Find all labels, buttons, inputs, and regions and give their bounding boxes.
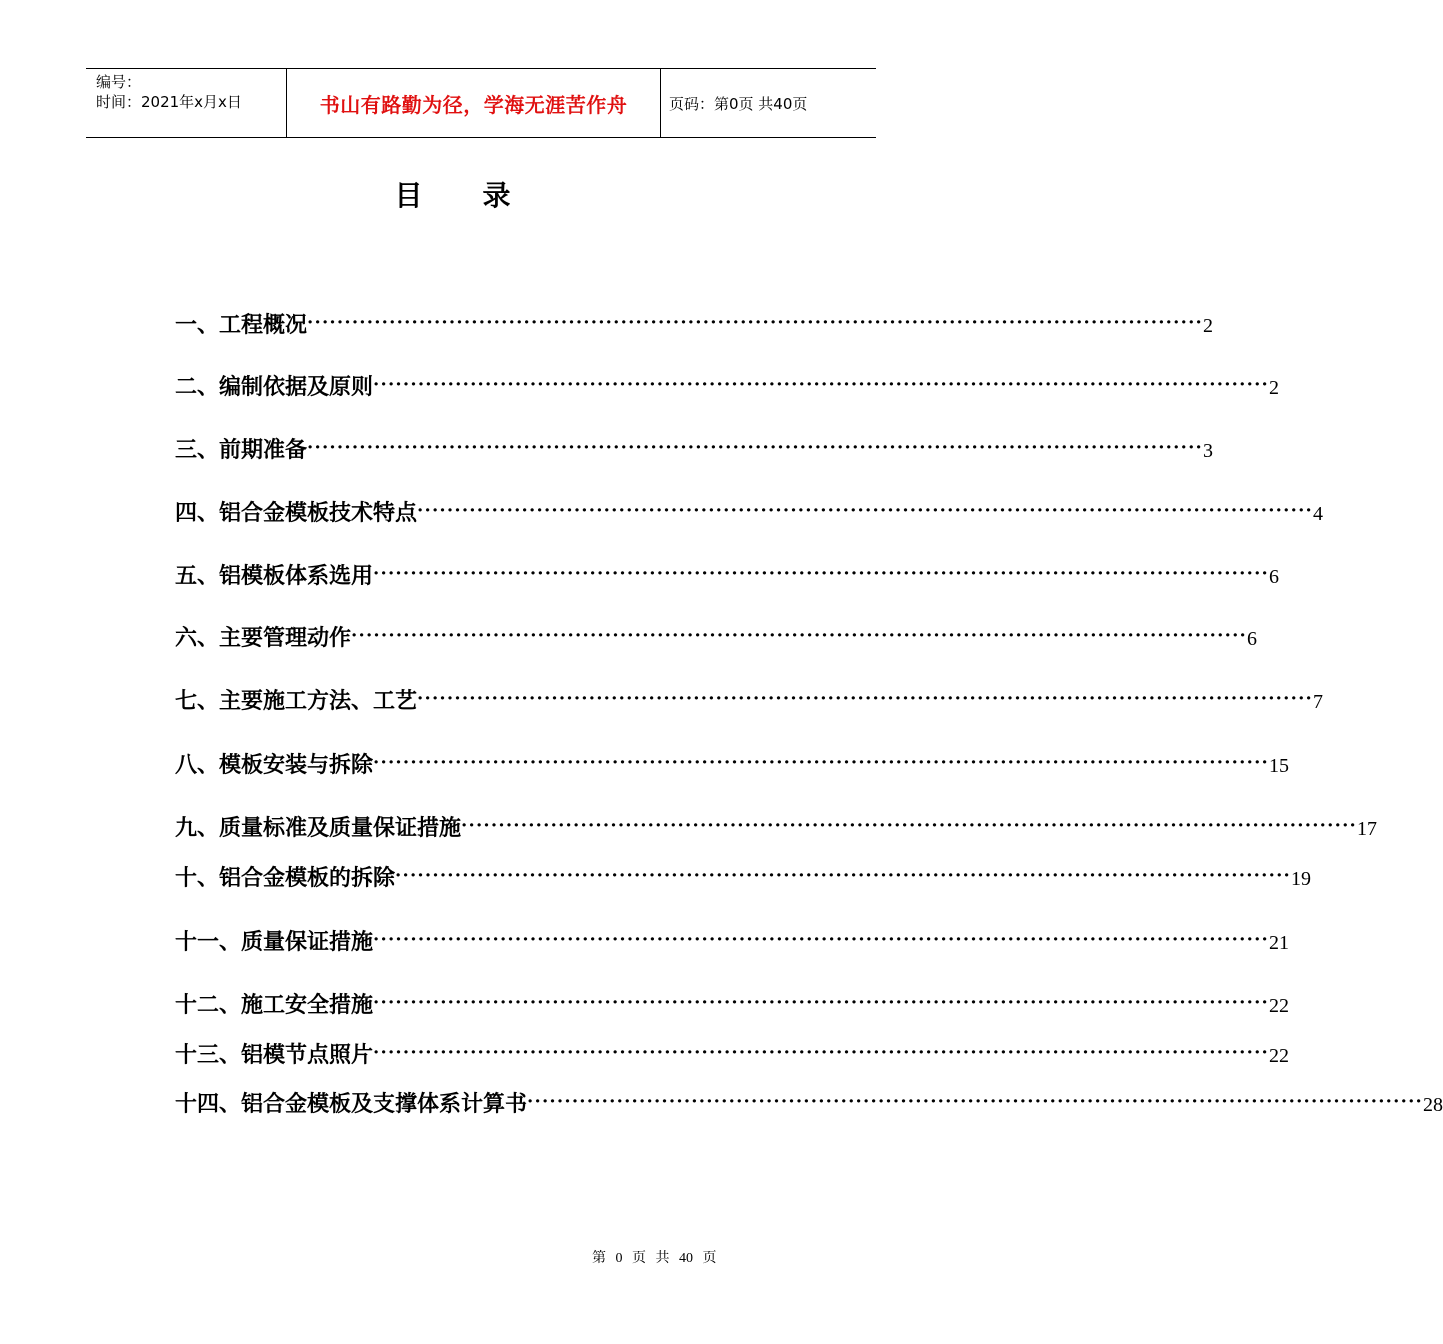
toc-entry[interactable] [175,861,1312,892]
toc-entry-label: 九、质量标准及质量保证措施 [175,816,462,841]
toc-leader-dots: ························································································································ [373,1042,1270,1063]
toc-entry[interactable] [175,370,1280,401]
toc-entry-label: 十三、铝模节点照片 [175,1043,374,1068]
toc-entry[interactable] [175,748,1290,779]
header-meta [86,69,287,137]
toc-entry[interactable] [175,308,1214,339]
motto-text: 书山有路勤为径，学海无涯苦作舟 [319,92,628,117]
toc-entry-page: 2 [1203,315,1214,337]
toc-entry-page: 2 [1269,377,1280,399]
toc-entry-page: 6 [1247,628,1258,650]
toc-leader-dots: ························································································································ [461,815,1358,836]
toc-leader-dots: ························································································································ [307,437,1204,458]
toc-leader-dots: ························································································································ [417,500,1314,521]
toc-leader-dots: ························································································································ [373,563,1270,584]
date-label: 时间：2021年x月x日 [96,93,242,111]
toc-leader-dots: ························································································································ [373,929,1270,950]
toc-entry[interactable] [175,988,1290,1019]
toc-entry[interactable] [175,811,1378,842]
header-page-info: 页码：第0页 共40页 [669,94,808,113]
page-footer: 第 0 页 共 40 页 [592,1251,717,1266]
toc-entry-label: 二、编制依据及原则 [175,375,374,400]
page-header [86,68,876,138]
toc-entry-label: 十二、施工安全措施 [175,993,374,1018]
toc-entry-label: 五、铝模板体系选用 [175,564,374,589]
toc-entry-label: 六、主要管理动作 [175,626,352,651]
toc-entry-label: 三、前期准备 [175,438,308,463]
toc-entry-page: 28 [1423,1094,1443,1116]
toc-entry-page: 17 [1357,818,1378,840]
code-label: 编号： [96,73,142,91]
toc-entry[interactable] [175,1087,1443,1118]
toc-entry[interactable] [175,433,1214,464]
toc-leader-dots: ························································································································ [373,992,1270,1013]
toc-entry-label: 十四、铝合金模板及支撑体系计算书 [175,1092,528,1117]
toc-leader-dots: ························································································································ [417,688,1314,709]
toc-leader-dots: ························································································································ [395,865,1292,886]
toc-entry-page: 4 [1313,503,1324,525]
toc-entry-label: 七、主要施工方法、工艺 [175,689,418,714]
toc-entry-page: 3 [1203,440,1214,462]
toc-entry[interactable] [175,621,1258,652]
toc-leader-dots: ························································································································ [351,625,1248,646]
toc-entry-page: 7 [1313,691,1324,713]
toc-entry-label: 八、模板安装与拆除 [175,753,374,778]
page-title: 目录 [394,179,571,212]
toc-entry[interactable] [175,559,1280,590]
toc-entry[interactable] [175,1038,1290,1069]
toc-leader-dots: ························································································································ [307,312,1204,333]
toc-entry-label: 一、工程概况 [175,313,308,338]
toc-entry[interactable] [175,684,1324,715]
toc-leader-dots: ························································································································ [373,374,1270,395]
toc-entry-page: 15 [1269,755,1290,777]
toc-entry-page: 22 [1269,1045,1290,1067]
toc-leader-dots: ························································································································ [527,1091,1424,1112]
toc-entry-label: 十、铝合金模板的拆除 [175,866,396,891]
toc-leader-dots: ························································································································ [373,752,1270,773]
toc-entry[interactable] [175,496,1324,527]
toc-entry[interactable] [175,925,1290,956]
toc-entry-page: 6 [1269,566,1280,588]
header-motto-cell [287,69,661,137]
toc-entry-label: 十一、质量保证措施 [175,930,374,955]
toc-entry-label: 四、铝合金模板技术特点 [175,501,418,526]
toc-entry-page: 22 [1269,995,1290,1017]
toc-entry-page: 21 [1269,932,1290,954]
toc-entry-page: 19 [1291,868,1312,890]
